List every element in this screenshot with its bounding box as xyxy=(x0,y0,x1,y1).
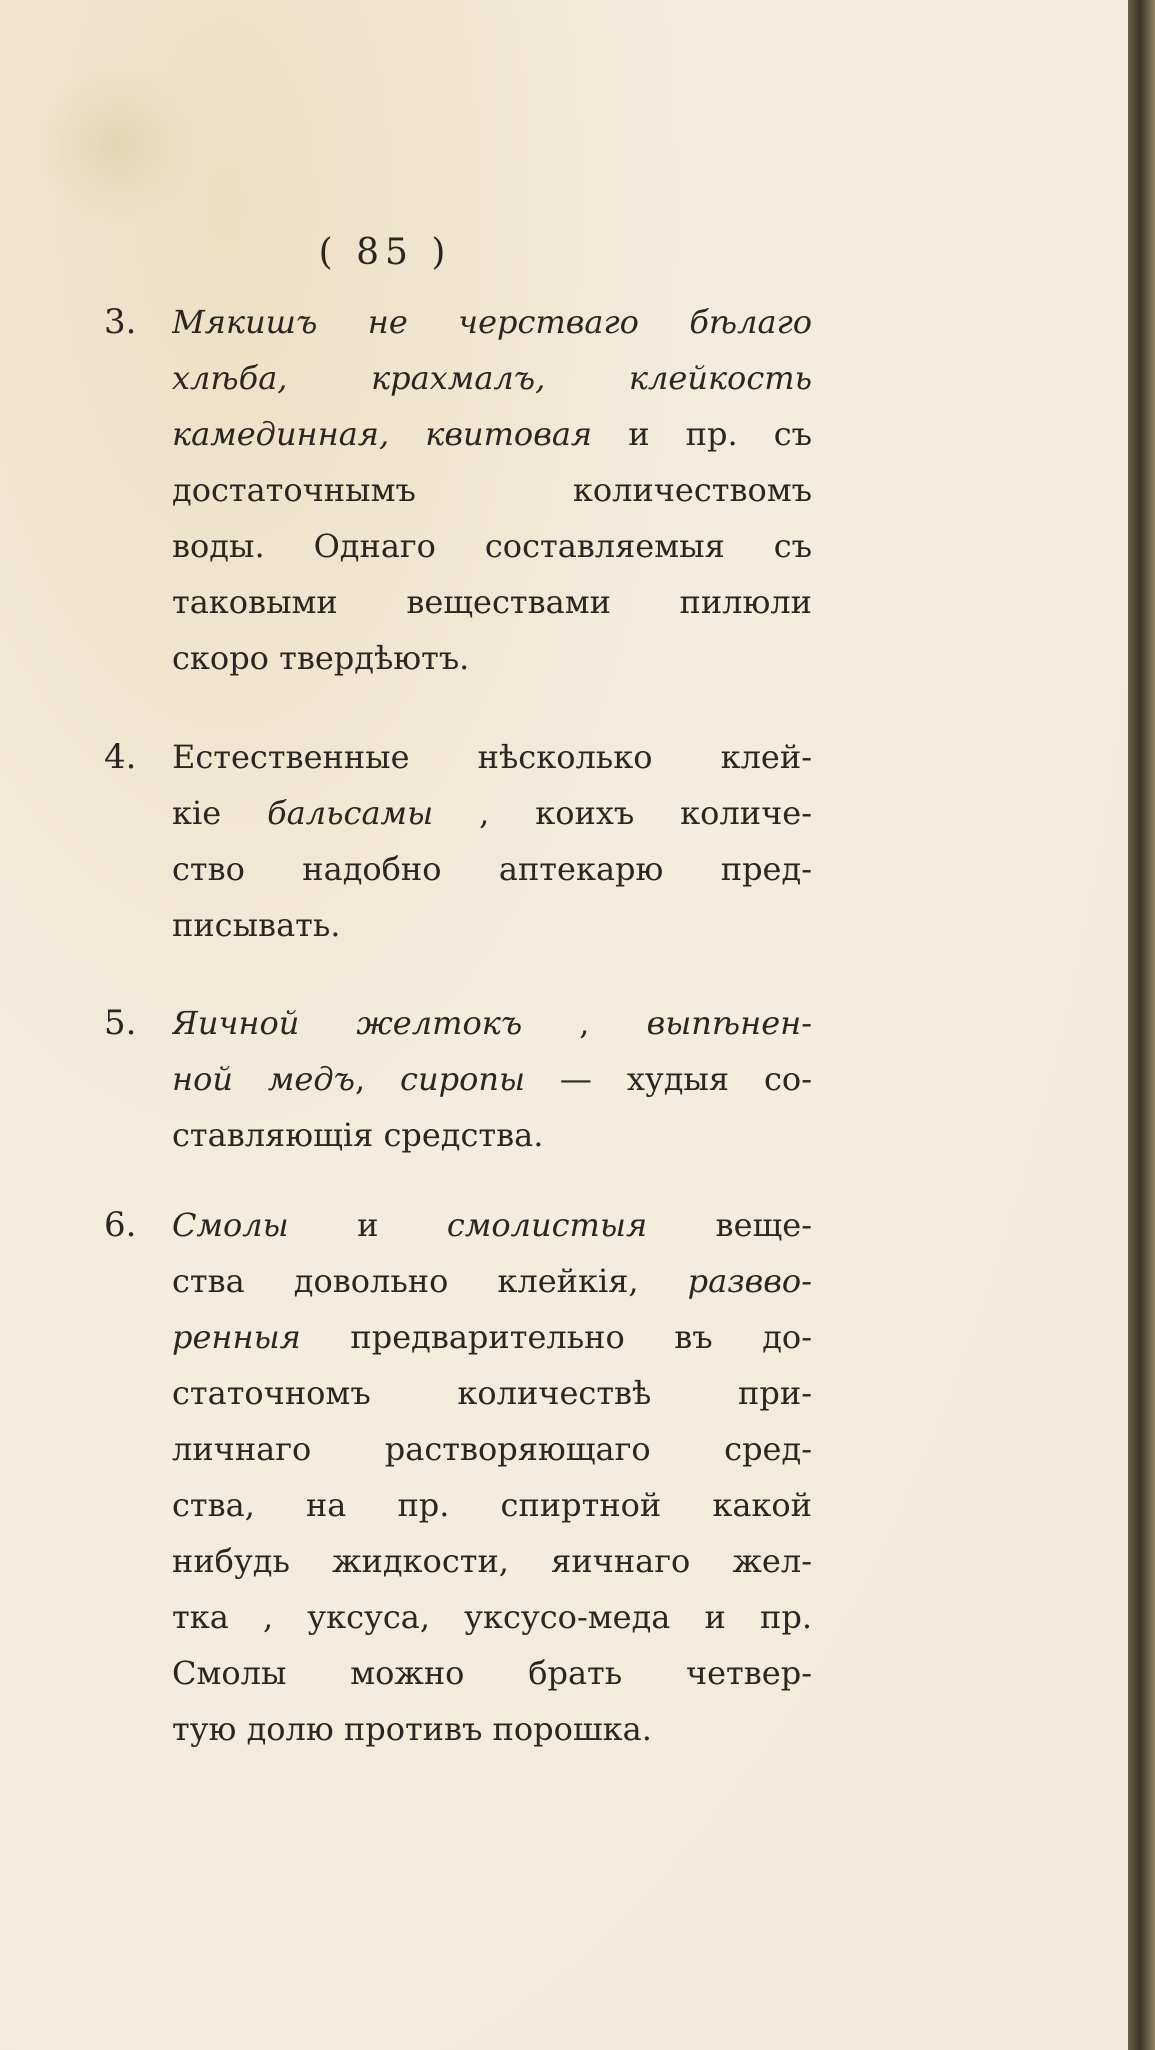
text-run: , xyxy=(354,1060,401,1098)
text-run: тка , уксуса, уксусо-меда и пр. xyxy=(172,1598,812,1636)
text-run: , xyxy=(522,1004,647,1042)
item-number: 6. xyxy=(104,1205,137,1245)
text-line xyxy=(172,516,812,576)
text-line xyxy=(172,628,812,688)
text-run: таковыми веществами пилюли xyxy=(172,583,812,621)
text-run: статочномъ количествѣ при- xyxy=(172,1374,812,1412)
italic-term: ренныя xyxy=(172,1318,301,1356)
text-run: ства, на пр. спиртной какой xyxy=(172,1486,812,1524)
text-line xyxy=(172,572,812,632)
text-line xyxy=(172,1419,812,1479)
text-line xyxy=(172,1587,812,1647)
text-line xyxy=(172,993,812,1053)
item-number: 4. xyxy=(104,737,137,777)
paper-stain xyxy=(40,60,190,230)
text-line xyxy=(172,839,812,899)
text-run: достаточнымъ количествомъ xyxy=(172,471,812,509)
text-line xyxy=(172,1251,812,1311)
text-line xyxy=(172,1643,812,1703)
italic-term: хлѣба, крахмалъ, клейкость xyxy=(172,359,812,397)
text-line xyxy=(172,1363,812,1423)
text-run: Естественные нѣсколько клей- xyxy=(172,738,812,776)
text-line xyxy=(172,1195,812,1255)
page-number: ( 85 ) xyxy=(318,232,452,273)
text-line xyxy=(172,1307,812,1367)
italic-term: сиропы xyxy=(400,1060,525,1098)
item-number: 5. xyxy=(104,1003,137,1043)
text-run: и xyxy=(288,1206,447,1244)
text-line xyxy=(172,1049,812,1109)
text-line xyxy=(172,895,812,955)
text-line xyxy=(172,1699,812,1759)
text-run: писывать. xyxy=(172,906,341,944)
italic-term: смолистыя xyxy=(446,1206,648,1244)
book-spine xyxy=(1128,0,1155,2050)
text-line xyxy=(172,1105,812,1165)
text-run: скоро твердѣютъ. xyxy=(172,639,470,677)
italic-term: Смолы xyxy=(172,1206,289,1244)
text-line xyxy=(172,783,812,843)
italic-term: Яичной желтокъ xyxy=(172,1004,523,1042)
text-run: предварительно въ до- xyxy=(300,1318,812,1356)
text-line xyxy=(172,292,812,352)
italic-term: камединная, квитовая xyxy=(172,415,593,453)
text-run: нибудь жидкости, яичнаго жел- xyxy=(172,1542,812,1580)
italic-term: выпѣнен- xyxy=(646,1004,812,1042)
text-run: веще- xyxy=(647,1206,812,1244)
text-line xyxy=(172,404,812,464)
text-line xyxy=(172,1475,812,1535)
text-run: — худыя со- xyxy=(525,1060,812,1098)
item-number: 3. xyxy=(104,302,137,342)
text-run: личнаго растворяющаго сред- xyxy=(172,1430,812,1468)
text-run: и пр. съ xyxy=(592,415,812,453)
text-run: тую долю противъ порошка. xyxy=(172,1710,652,1748)
text-line xyxy=(172,727,812,787)
text-run: ставляющія средства. xyxy=(172,1116,544,1154)
text-line xyxy=(172,348,812,408)
text-run: Смолы можно брать четвер- xyxy=(172,1654,812,1692)
text-line xyxy=(172,1531,812,1591)
text-run: , коихъ количе- xyxy=(433,794,812,832)
text-run: воды. Однаго составляемыя съ xyxy=(172,527,812,565)
text-run: кіе xyxy=(172,794,268,832)
italic-term: бальсамы xyxy=(267,794,434,832)
text-line xyxy=(172,460,812,520)
italic-term: развво- xyxy=(687,1262,812,1300)
italic-term: ной медъ xyxy=(172,1060,355,1098)
text-run: ства довольно клейкія, xyxy=(172,1262,688,1300)
text-run: ство надобно аптекарю пред- xyxy=(172,850,812,888)
italic-term: Мякишъ не черстваго бѣлаго xyxy=(172,303,812,341)
